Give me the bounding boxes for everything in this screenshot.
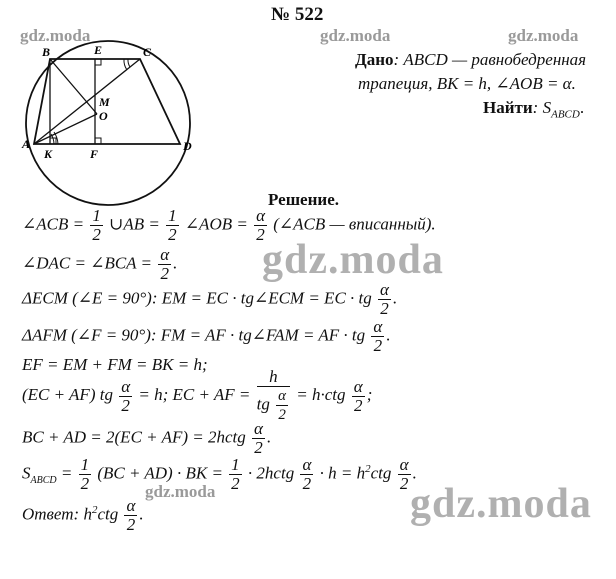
watermark-large: gdz.moda bbox=[262, 237, 444, 283]
text: . bbox=[139, 504, 144, 524]
text: = bbox=[60, 463, 73, 483]
fraction bbox=[90, 207, 103, 244]
solution-line-1 bbox=[22, 207, 436, 244]
fraction bbox=[257, 368, 290, 424]
given-line-2 bbox=[358, 74, 576, 94]
find-text: : S bbox=[532, 98, 552, 117]
problem-number: № 522 bbox=[271, 4, 324, 25]
text: ; bbox=[366, 384, 373, 404]
label-f: F bbox=[90, 147, 99, 161]
watermark: gdz.moda bbox=[20, 26, 91, 45]
fraction bbox=[276, 387, 288, 424]
superscript: 2 bbox=[91, 503, 98, 516]
den: 2 bbox=[256, 225, 265, 244]
den: 2 bbox=[92, 225, 101, 244]
solution-line-6 bbox=[22, 368, 372, 424]
fraction bbox=[166, 207, 179, 244]
den: 2 bbox=[126, 515, 136, 534]
fraction bbox=[300, 456, 313, 493]
label-a: A bbox=[22, 137, 31, 151]
den: 2 bbox=[231, 474, 240, 493]
text: ∠DAC = ∠BCA = bbox=[22, 253, 152, 273]
text: ctg bbox=[370, 463, 392, 483]
num: α bbox=[302, 455, 312, 474]
text: ΔAFM (∠F = 90°): FM = AF · tg∠FAM = AF · tg bbox=[22, 325, 366, 345]
text: · 2hctg bbox=[247, 463, 295, 483]
text: ΔECM (∠E = 90°): EM = EC · tg∠ECM = EC · tg bbox=[22, 288, 372, 308]
fraction bbox=[229, 456, 242, 493]
den: 2 bbox=[353, 395, 363, 415]
num: α bbox=[399, 455, 409, 474]
den: 2 bbox=[399, 474, 409, 493]
num: 1 bbox=[92, 206, 101, 225]
num: α bbox=[353, 376, 363, 396]
given-line-1 bbox=[355, 50, 586, 70]
label-c: C bbox=[143, 45, 152, 59]
watermark: gdz.moda bbox=[508, 26, 579, 45]
given-text-2: трапеция, BK = h, ∠AOB = α. bbox=[358, 74, 576, 93]
den: 2 bbox=[168, 225, 177, 244]
solution-heading: Решение. bbox=[268, 190, 339, 209]
den: 2 bbox=[121, 395, 130, 415]
den: 2 bbox=[380, 299, 389, 318]
fraction bbox=[352, 378, 365, 415]
watermark: gdz.moda bbox=[320, 26, 391, 45]
answer-line bbox=[22, 497, 144, 534]
label-m: M bbox=[99, 95, 110, 109]
angle-arc-c2 bbox=[124, 59, 127, 70]
fraction bbox=[378, 281, 391, 318]
text: . bbox=[386, 325, 391, 345]
num: α bbox=[373, 317, 383, 336]
fraction bbox=[398, 456, 411, 493]
text: ctg bbox=[97, 504, 119, 524]
given-text-1: : ABCD — равнобедренная bbox=[393, 50, 587, 69]
superscript: 2 bbox=[365, 462, 371, 475]
label-d: D bbox=[183, 139, 192, 153]
num: 1 bbox=[231, 455, 240, 474]
den: 2 bbox=[278, 407, 286, 423]
subscript: ABCD bbox=[30, 474, 57, 486]
text: · h = h bbox=[319, 463, 366, 483]
angle-arc-c bbox=[128, 59, 130, 67]
fraction bbox=[124, 497, 137, 534]
num: α bbox=[256, 206, 266, 225]
text: tg bbox=[256, 394, 270, 414]
solution-line-8 bbox=[22, 456, 417, 493]
fraction bbox=[79, 456, 92, 493]
den: 2 bbox=[302, 474, 312, 493]
den: 2 bbox=[80, 474, 90, 493]
label-k: K bbox=[44, 147, 53, 161]
find-line bbox=[483, 98, 584, 120]
num: α bbox=[278, 388, 287, 404]
answer-label: Ответ: bbox=[22, 504, 80, 524]
text: . bbox=[412, 463, 417, 483]
find-end: . bbox=[579, 98, 585, 117]
num: 1 bbox=[80, 455, 90, 474]
text: BC + AD = 2(EC + AF) = 2hctg bbox=[22, 427, 246, 447]
den: 2 bbox=[160, 264, 169, 283]
text: = h·ctg bbox=[296, 384, 346, 404]
label-b: B bbox=[42, 45, 51, 59]
trapezoid-circle-diagram bbox=[8, 38, 208, 208]
text: ∠AOB = bbox=[184, 214, 248, 234]
den: 2 bbox=[373, 336, 383, 355]
fraction bbox=[119, 378, 132, 415]
solution-line-5: EF = EM + FM = BK = h; bbox=[22, 355, 208, 374]
text: S bbox=[22, 463, 31, 483]
num: α bbox=[160, 245, 170, 264]
text: (∠ACB — вписанный). bbox=[273, 214, 436, 234]
num: h bbox=[257, 368, 290, 387]
segment-bo bbox=[50, 59, 97, 114]
find-sub: ABCD bbox=[551, 108, 580, 121]
fraction bbox=[371, 318, 384, 355]
fraction bbox=[252, 420, 265, 457]
num: α bbox=[121, 376, 131, 396]
text: = h; EC + AF = bbox=[138, 384, 251, 404]
right-angle-e bbox=[95, 59, 101, 65]
given-label: Дано bbox=[355, 50, 394, 69]
watermark: gdz.moda bbox=[145, 482, 216, 501]
text: h bbox=[83, 504, 92, 524]
den: 2 bbox=[254, 438, 263, 457]
num: α bbox=[380, 280, 389, 299]
fraction bbox=[158, 246, 171, 283]
solution-line-4 bbox=[22, 318, 391, 355]
num: 1 bbox=[168, 206, 177, 225]
solution-line-7 bbox=[22, 420, 271, 457]
text: ∪AB = bbox=[109, 214, 160, 234]
num: α bbox=[254, 419, 263, 438]
watermark-large: gdz.moda bbox=[410, 481, 592, 527]
text: . bbox=[266, 427, 272, 447]
text: . bbox=[173, 253, 178, 273]
num: α bbox=[126, 496, 136, 515]
text: ∠ACB = bbox=[22, 214, 85, 234]
find-label: Найти bbox=[483, 98, 533, 117]
fraction bbox=[254, 207, 267, 244]
text: (BC + AD) · BK = bbox=[97, 463, 223, 483]
label-o: O bbox=[99, 109, 108, 123]
solution-line-3 bbox=[22, 281, 397, 318]
text: (EC + AF) tg bbox=[22, 384, 113, 404]
solution-line-2 bbox=[22, 246, 177, 283]
text: . bbox=[392, 288, 398, 308]
label-e: E bbox=[94, 43, 103, 57]
